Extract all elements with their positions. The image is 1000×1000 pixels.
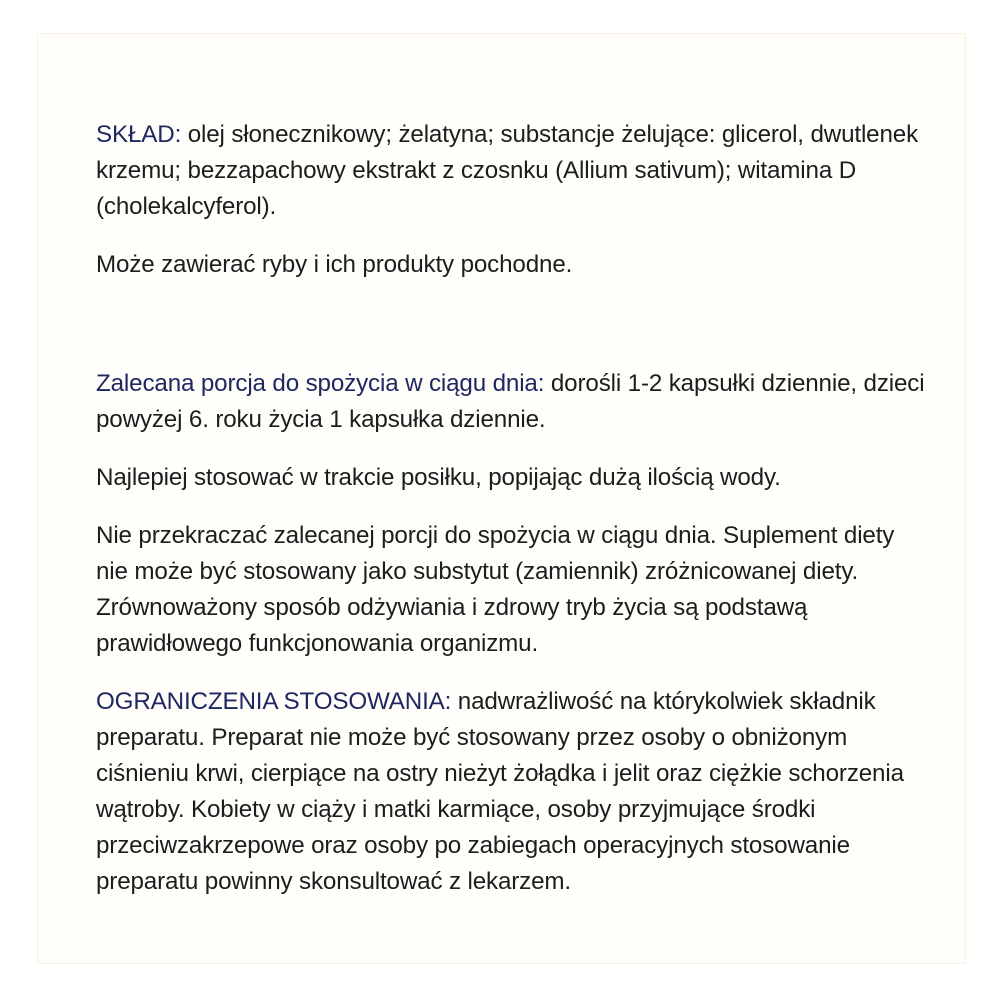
- dosage-paragraph: [96, 366, 926, 438]
- restrictions-paragraph: [96, 684, 926, 900]
- restrictions-heading: OGRANICZENIA STOSOWANIA:: [96, 688, 452, 715]
- dosage-heading: Zalecana porcja do spożycia w ciągu dnia:: [96, 370, 545, 397]
- composition-panel: [37, 33, 966, 325]
- composition-text: olej słonecznikowy; żelatyna; substancje żelujące: glicerol, dwutlenek krzemu; bezzapachowy ekstrakt z czosnku (Allium sativum); witamina D (cholekalcyferol).: [96, 121, 919, 220]
- composition-section: [96, 117, 926, 283]
- restrictions-text: nadwrażliwość na którykolwiek składnik preparatu. Preparat nie może być stosowany przez osoby o obniżonym ciśnieniu krwi, cierpiące na ostry nieżyt żołądka i jelit oraz ciężkie schorzenia wątroby. Kobiety w ciąży i matki karmiące, osoby przyjmujące środki przeciwzakrzepowe oraz osoby po zabiegach operacyjnych stosowanie preparatu powinny skonsultować z lekarzem.: [96, 688, 904, 895]
- composition-paragraph: [96, 117, 926, 225]
- composition-heading: SKŁAD:: [96, 121, 182, 148]
- usage-section: [96, 366, 926, 900]
- usage-tip: Najlepiej stosować w trakcie posiłku, popijając dużą ilością wody.: [96, 464, 781, 491]
- dosage-text: dorośli 1-2 kapsułki dziennie, dzieci powyżej 6. roku życia 1 kapsułka dziennie.: [96, 370, 925, 433]
- dosage-warning: Nie przekraczać zalecanej porcji do spożycia w ciągu dnia. Suplement diety nie może być stosowany jako substytut (zamiennik) zróżnicowanej diety. Zrównoważony sposób odżywiania i zdrowy tryb życia są podstawą prawidłowego funkcjonowania organizmu.: [96, 522, 895, 657]
- allergen-note: Może zawierać ryby i ich produkty pochodne.: [96, 251, 573, 278]
- usage-panel: [37, 324, 966, 964]
